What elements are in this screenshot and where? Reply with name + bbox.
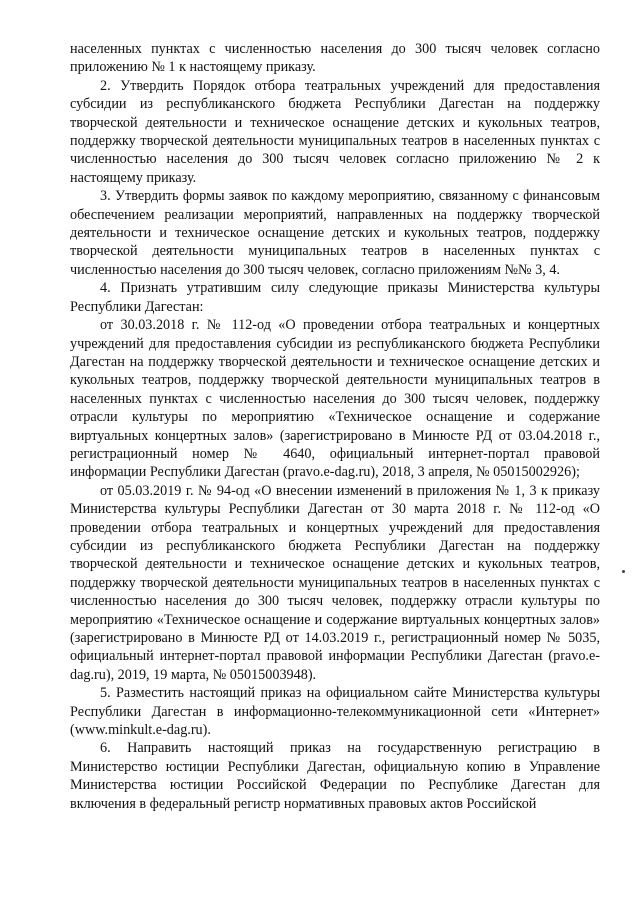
paragraph-item-5: 5. Разместить настоящий приказ на официальном сайте Министерства культуры Республики Дагестан в информационно-телекоммуникационной сети «Интернет» (www.minkult.e-dag.ru). [70, 685, 600, 739]
paragraph-order-2018: от 30.03.2018 г. № 112-од «О проведении отбора театральных и концертных учреждений для предоставления субсидии из республиканского бюджета Республики Дагестан на поддержку творческой деятельности и техническое оснащение детских и кукольных театров, поддержку творческой деятельности муниципальных театров в населенных пунктах с численностью населения до 300 тысяч человек, поддержку отрасли культуры по мероприятию «Техническое оснащение и содержание виртуальных концертных залов» (зарегистрировано в Минюсте РД от 03.04.2018 г., регистрационный номер № 4640, официальный интернет-портал правовой информации Республики Дагестан (pravo.e-dag.ru), 2018, 3 апреля, № 05015002926); [70, 317, 600, 481]
paragraph-item-6: 6. Направить настоящий приказ на государственную регистрацию в Министерство юстиции Республики Дагестан, официальную копию в Управление Министерства юстиции Российской Федерации по Республике Дагестан для включения в федеральный регистр нормативных правовых актов Российской [70, 740, 600, 812]
document-page [70, 40, 600, 813]
scan-speck [622, 570, 625, 573]
paragraph-item-2: 2. Утвердить Порядок отбора театральных учреждений для предоставления субсидии из республиканского бюджета Республики Дагестан на поддержку творческой деятельности и техническое оснащение детских и кукольных театров, поддержку творческой деятельности муниципальных театров в населенных пунктах с численностью населения до 300 тысяч человек согласно приложению № 2 к настоящему приказу. [70, 77, 600, 186]
paragraph-item-4: 4. Признать утратившим силу следующие приказы Министерства культуры Республики Дагестан: [70, 280, 600, 315]
paragraph-order-2019: от 05.03.2019 г. № 94-од «О внесении изменений в приложения № 1, 3 к приказу Министерства культуры Республики Дагестан от 30 марта 2018 г. № 112-од «О проведении отбора театральных и концертных учреждений для предоставления субсидии из республиканского бюджета Республики Дагестан на поддержку творческой деятельности и техническое оснащение детских и кукольных театров, поддержку творческой деятельности муниципальных театров в населенных пунктах с численностью населения до 300 тысяч человек, поддержку отрасли культуры по мероприятию «Техническое оснащение и содержание виртуальных концертных залов» (зарегистрировано в Минюсте РД от 14.03.2019 г., регистрационный номер № 5035, официальный интернет-портал правовой информации Республики Дагестан (pravo.e-dag.ru), 2019, 19 марта, № 05015003948). [70, 482, 600, 683]
paragraph-continuation: населенных пунктах с численностью населения до 300 тысяч человек согласно приложению № 1 к настоящему приказу. [70, 41, 600, 76]
paragraph-item-3: 3. Утвердить формы заявок по каждому мероприятию, связанному с финансовым обеспечением реализации мероприятий, направленных на поддержку творческой деятельности и техническое оснащение детских и кукольных театров, поддержку творческой деятельности муниципальных театров в населенных пунктах с численностью населения до 300 тысяч человек, согласно приложениям №№ 3, 4. [70, 188, 600, 278]
